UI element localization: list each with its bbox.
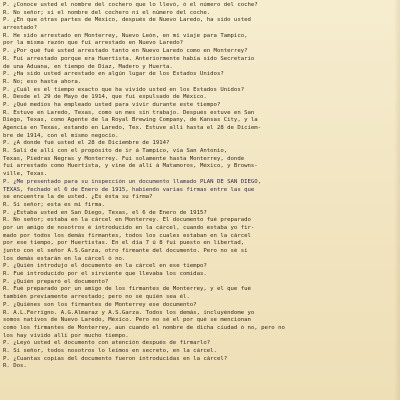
question-line: P. ¿Conoce usted el nombre del cochero que lo llevó, ó el número del coche? [3, 2, 258, 8]
continuation-line: de una Aduana, en tiempo de Díaz, Madero y Huerta. [3, 63, 173, 70]
continuation-line: por ese tiempo, por Huertistas. En el día 7 ú 8 fuí puesto en libertad, [3, 240, 245, 247]
answer-line: R. Dos. [3, 363, 27, 370]
continuation-line: los hay vivido allí por mucho tiempo. [3, 332, 129, 339]
continuation-line: arrestado? [3, 25, 37, 32]
continuation-line: junto con el señor A.S.Garza, otro firmante del documento. Pero no sé si [3, 248, 248, 254]
continuation-line: Agencia en Texas, estando en Laredo, Tex. Estuve allí hasta el 28 de Diciem- [3, 125, 262, 131]
answer-line: R. Fué preparado por un amigo de los firmantes de Monterrey, y el que fué [3, 286, 251, 293]
question-line: P. ¿Cuál es el tiempo exacto que ha vivido usted en los Estados Unidos? [3, 86, 245, 93]
continuation-line: Texas, Piedras Negras y Monterrey. Fuí solamente hasta Monterrey, donde [3, 155, 245, 162]
continuation-line: también previamente arrestado; pero no sé quién sea él. [3, 294, 190, 301]
continuation-line: se encuentra la de usted. ¿Es ésta su firma? [3, 194, 153, 201]
continuation-line: los demás estarán en la cárcel ó no. [3, 255, 126, 262]
continuation-line: ville, Texas. [3, 171, 48, 178]
question-line: P. ¿Ha sido usted arrestado en algún lugar de los Estados Unidos? [3, 71, 224, 78]
question-line: P. ¿En que otras partes de México, después de Nuevo Laredo, ha sido usted [3, 17, 251, 24]
continuation-line: como los firmantes de Monterrey, aun cuando el nombre de dicha ciudad ó no, pero no [3, 324, 285, 331]
question-line: P. ¿Leyó usted el documento con atención después de firmarlo? [3, 340, 211, 347]
question-line: P. ¿Quién preparó el documento? [3, 278, 109, 285]
question-line: P. ¿A donde fué usted el 28 de Diciembre de 1914? [3, 140, 170, 147]
answer-line: R. Salí de allí con el propósito de ir á Tampico, vía San Antonio, [3, 148, 228, 155]
continuation-line: por la misma razón que fuí arrestado en Nuevo Laredo? [3, 40, 183, 47]
continuation-line: mado por todos los demás firmantes, todos los cuales estaban en la cárcel [3, 232, 251, 239]
continuation-line: bre de 1914, con el mismo negocio. [3, 132, 119, 139]
continuation-line: por un amigo de nosotros é introducido en la cárcel, cuando estaba yo fir- [3, 224, 255, 231]
answer-line: R. A.L.Ferrigno. A.G.Almaraz y A.S.Garza. Todos los demás, incluyéndome yo [3, 309, 255, 316]
answer-line: R. No señor; si el nombre del cochero ni el número del coche. [3, 9, 211, 16]
continuation-line: TEXAS, fechado el 6 de Enero de 1915, habiendo varias firmas entre las que [3, 186, 255, 193]
answer-line: R. He sido arrestado en Monterrey, Nuevo León, en mi viaje para Tampico, [3, 32, 248, 39]
answer-line: R. Si señor, todos nosotros lo leímos en secreto, en la cárcel. [3, 347, 217, 354]
answer-line: R. Fué introducido por el sirviente que llevaba los comidas. [3, 271, 207, 278]
interrogation-transcript [3, 2, 400, 371]
question-line: P. ¿Quiénes son los firmantes de Monterrey ese documento? [3, 301, 197, 308]
answer-line: R. Si señor; esta es mi firma. [3, 201, 105, 208]
answer-line: R. Desde el 29 de Mayo de 1914, que fuí expulsado de México. [3, 94, 207, 101]
question-line: P. ¿Estaba usted en San Diego, Texas, el 6 de Enero de 1915? [3, 209, 207, 216]
continuation-line: fuí arrestado como Huertista, y vine de allí á Matamoros, México, y Browns- [3, 163, 258, 170]
continuation-line: somos nativos de Nuevo Laredo, México. Pero no sé el por qué se mencionan [3, 317, 251, 324]
answer-line: R. Estuve en Laredo, Texas, como un mes sin trabajo. Después estuve en San [3, 109, 255, 116]
question-line: P. ¿Qué medios ha empleado usted para vivir durante este tiempo? [3, 101, 221, 108]
answer-line: R. Fuí arrestado porque era Huertista. Anteriormente había sido Secretario [3, 55, 255, 62]
question-line: P. ¿Por qué fué usted arrestado tanto en Nuevo Laredo como en Monterrey? [3, 48, 248, 55]
answer-line: R. No; eso hasta ahora. [3, 78, 82, 85]
continuation-line: Diego, Texas, como Agente de la Royal Brewing Company, de Kansas City, y la [3, 117, 258, 124]
answer-line: R. No señor; estaba en la cárcel en Monterrey. El documento fué preparado [3, 217, 251, 224]
question-line: P. ¿Cuantas copias del documento fueron introducidas en la cárcel? [3, 355, 228, 362]
question-line: P. ¿Me presentado para su inspección un documento llamado PLAN DE SAN DIEGO, [3, 178, 262, 185]
question-line: P. ¿Quién introdujo el documento en la cárcel en ese tiempo? [3, 263, 207, 270]
